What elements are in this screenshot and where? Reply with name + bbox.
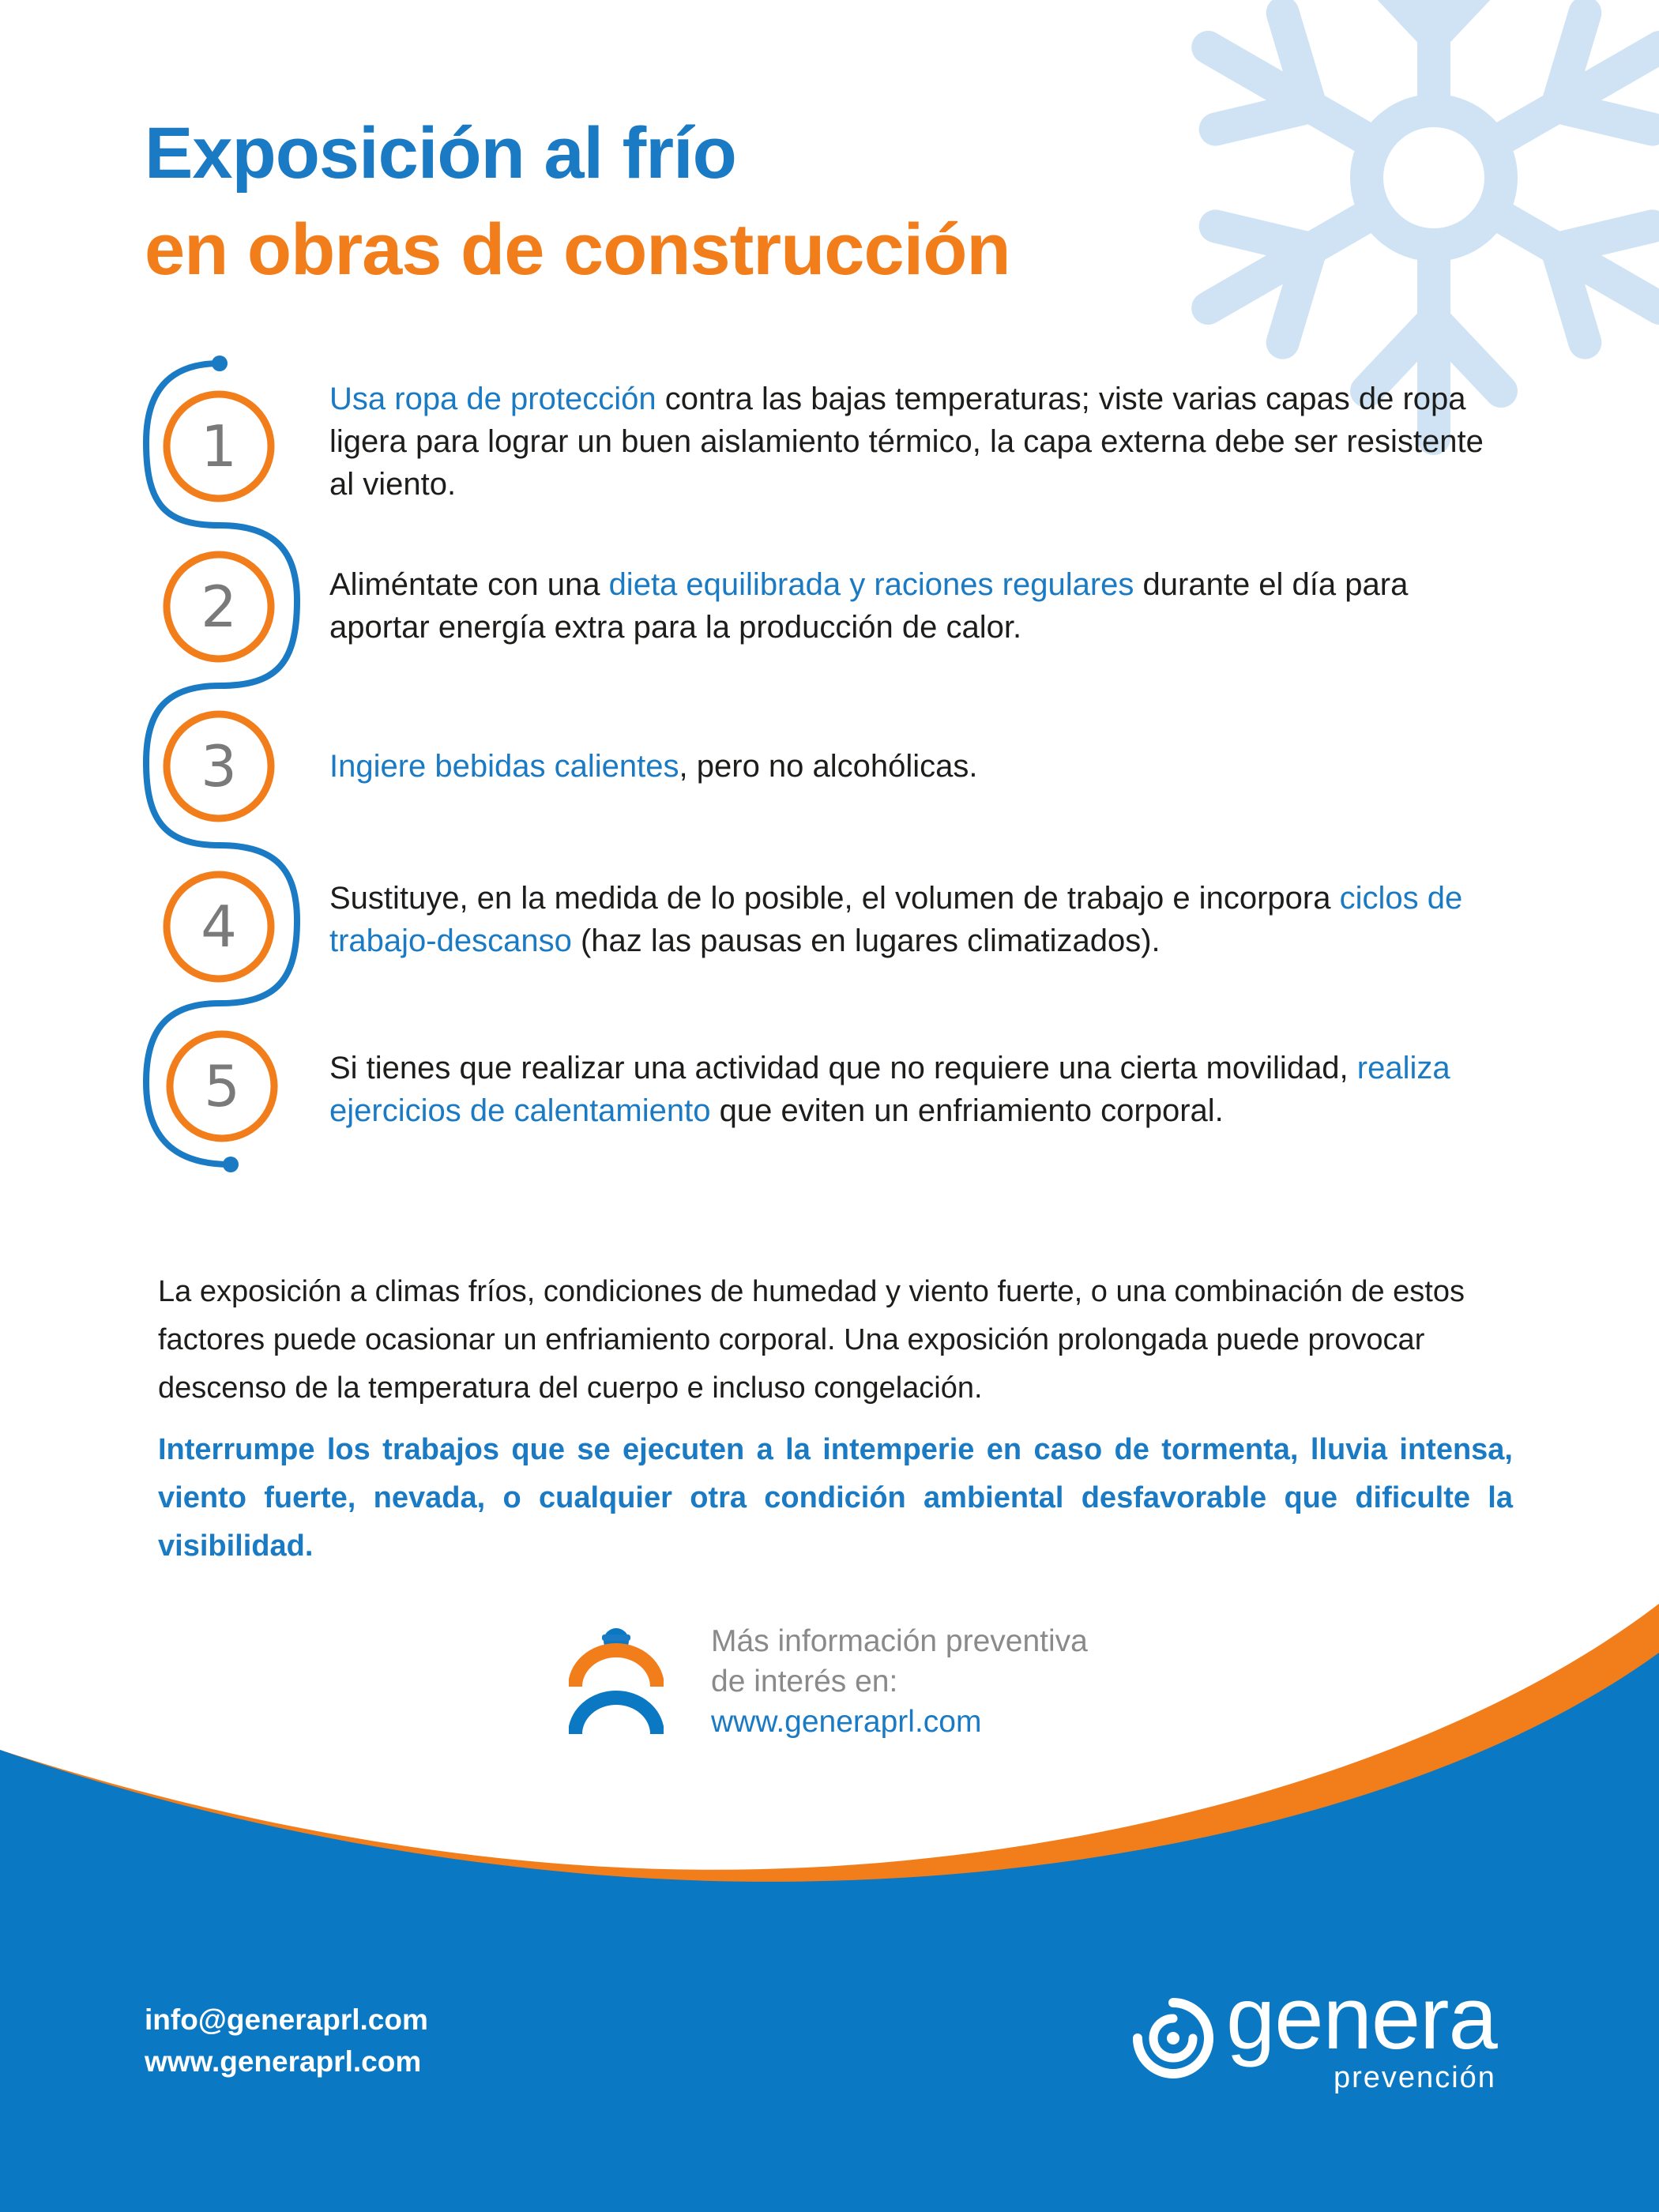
title-line-1: Exposición al frío: [145, 113, 736, 194]
info-block: [711, 1621, 1088, 1742]
step-2-highlight: dieta equilibrada y raciones regulares: [608, 567, 1134, 602]
step-1-body: contra las bajas temperaturas; viste varias capas de ropa ligera para lograr un buen aislamiento térmico, la capa externa debe ser resistente al viento.: [329, 382, 1484, 502]
step-2-number: 2: [201, 574, 237, 640]
step-1-text: [329, 378, 1491, 506]
step-5-highlight: realiza ejercicios de calentamiento: [329, 1051, 1450, 1128]
brand-name: genera: [1226, 1969, 1497, 2067]
step-1-highlight: Usa ropa de protección: [329, 382, 656, 416]
contact-web[interactable]: www.generaprl.com: [145, 2045, 422, 2078]
step-3-body: , pero no alcohólicas.: [679, 749, 978, 784]
step-3-highlight: Ingiere bebidas calientes: [329, 749, 679, 784]
step-5-body: que eviten un enfriamiento corporal.: [710, 1093, 1224, 1128]
step-2-body: durante el día para aportar energía extra para la producción de calor.: [329, 567, 1409, 645]
worker-icon: [569, 1623, 664, 1742]
step-2-text: [329, 563, 1491, 649]
step-2-prefix: Aliméntate con una: [329, 567, 609, 602]
step-4-text: [329, 877, 1491, 962]
contact-email[interactable]: info@generaprl.com: [145, 2003, 428, 2036]
step-4-highlight: ciclos de trabajo-descanso: [329, 881, 1463, 958]
step-5-text: [329, 1047, 1491, 1132]
brand-logo: [1130, 1969, 1525, 2097]
info-link[interactable]: www.generaprl.com: [711, 1705, 982, 1739]
info-line-2: de interés en:: [711, 1665, 898, 1698]
title-line-2: en obras de construcción: [145, 209, 1010, 290]
genera-logo-icon: [1130, 1995, 1217, 2082]
step-4-number: 4: [201, 893, 237, 960]
contact-block: [145, 1999, 428, 2082]
step-3-text: [329, 745, 1491, 788]
info-line-1: Más información preventiva: [711, 1624, 1088, 1658]
body-paragraph: La exposición a climas fríos, condiciones de humedad y viento fuerte, o una combinación de estos factores puede ocasionar un enfriamiento corporal. Una exposición prolongada puede provocar descenso de la temperatura del cuerpo e incluso congelación.: [158, 1275, 1465, 1405]
step-4-body: (haz las pausas en lugares climatizados).: [571, 924, 1161, 958]
step-3-number: 3: [201, 733, 237, 799]
step-1-number: 1: [201, 413, 237, 480]
step-5-prefix: Si tienes que realizar una actividad que no requiere una cierta movilidad,: [329, 1051, 1357, 1085]
warning-paragraph: Interrumpe los trabajos que se ejecuten a la intemperie en caso de tormenta, lluvia intensa, viento fuerte, nevada, o cualquier otra condición ambiental desfavorable que dificulte la visibilidad.: [158, 1433, 1513, 1563]
step-5-number: 5: [204, 1053, 240, 1119]
brand-subtitle: prevención: [1334, 2061, 1496, 2094]
step-4-prefix: Sustituye, en la medida de lo posible, el volumen de trabajo e incorpora: [329, 881, 1340, 916]
